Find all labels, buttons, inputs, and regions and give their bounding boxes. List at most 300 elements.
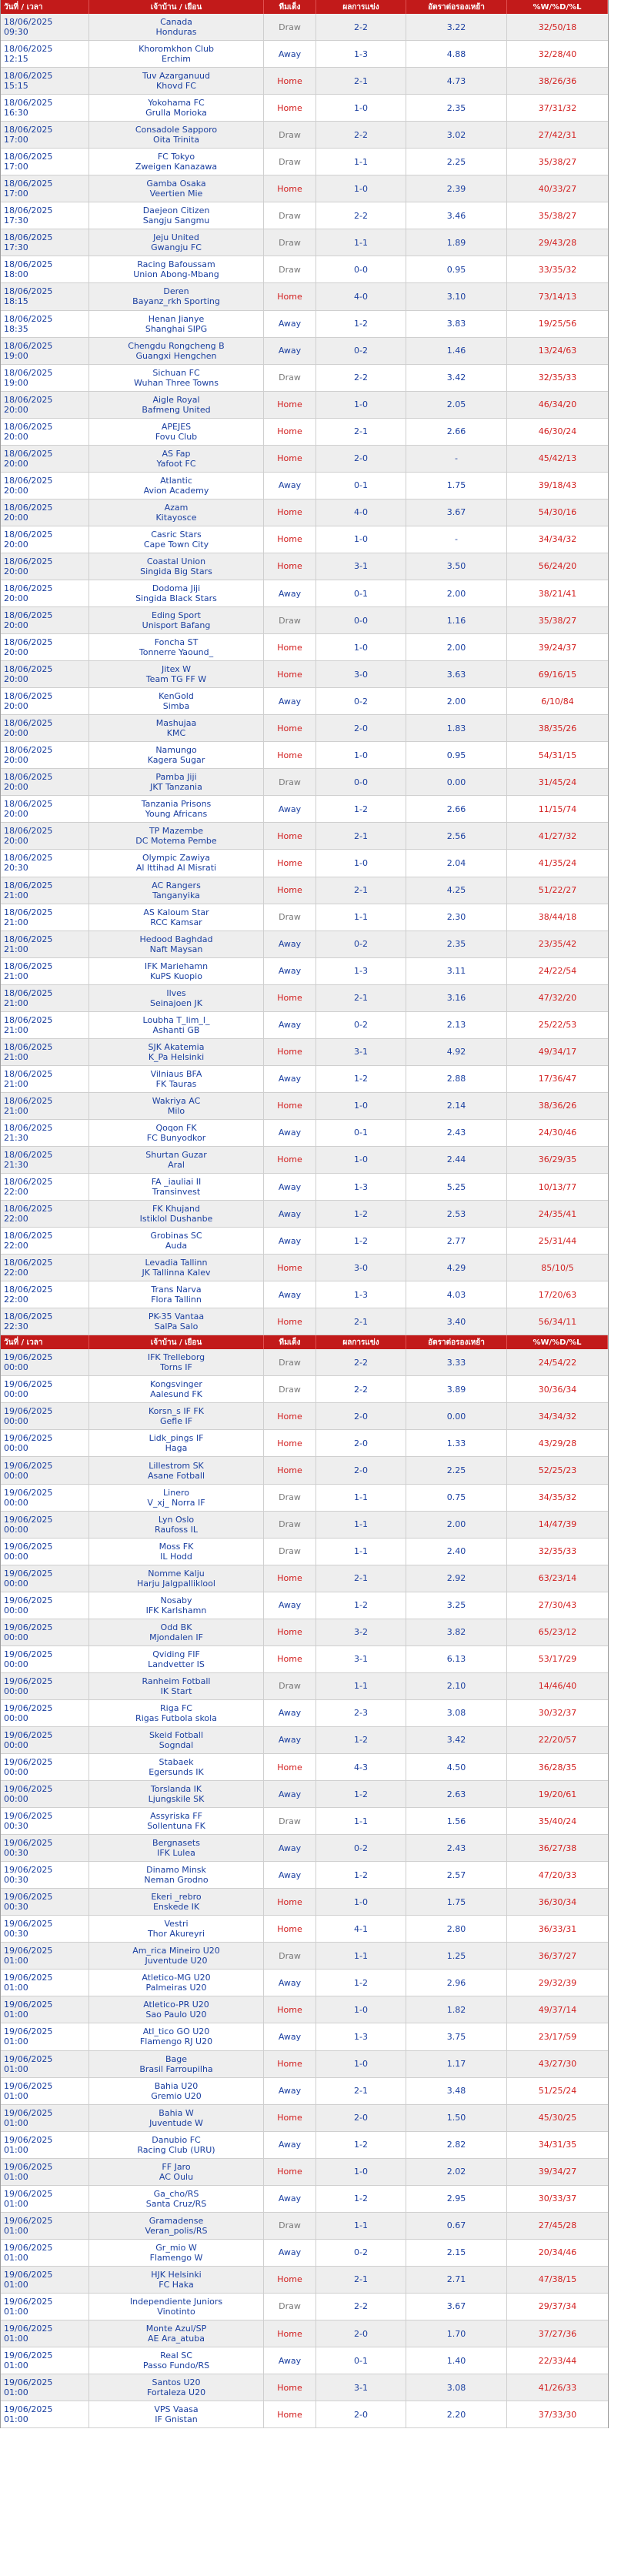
teams-cell[interactable]: [89, 1376, 264, 1402]
away-team[interactable]: Asane Fotball: [147, 1470, 205, 1481]
away-team[interactable]: Tonnerre Yaound_: [139, 647, 214, 658]
away-team[interactable]: FC Haka: [159, 2279, 194, 2290]
home-team[interactable]: Qviding FIF: [152, 1649, 200, 1659]
table-row[interactable]: [1, 1754, 608, 1781]
table-row[interactable]: [1, 1619, 608, 1646]
home-team[interactable]: Olympic Zawiya: [142, 853, 211, 864]
away-team[interactable]: Flora Tallinn: [151, 1295, 202, 1305]
table-row[interactable]: [1, 149, 608, 175]
teams-cell[interactable]: [89, 1781, 264, 1807]
away-team[interactable]: Raufoss IL: [154, 1524, 199, 1535]
teams-cell[interactable]: [89, 904, 264, 931]
teams-cell[interactable]: [89, 1700, 264, 1726]
table-row[interactable]: [1, 1781, 608, 1808]
table-row[interactable]: [1, 742, 608, 769]
home-team[interactable]: Santos U20: [152, 2377, 201, 2388]
away-team[interactable]: Rigas Futbola skola: [135, 1712, 217, 1723]
away-team[interactable]: Erchim: [161, 54, 192, 65]
away-team[interactable]: FK Tauras: [155, 1078, 197, 1089]
table-row[interactable]: [1, 1673, 608, 1700]
home-team[interactable]: Ekeri _rebro: [151, 1892, 202, 1903]
teams-cell[interactable]: [89, 1996, 264, 2023]
home-team[interactable]: Atl_tico GO U20: [142, 2026, 210, 2037]
home-team[interactable]: Bergnasets: [152, 1838, 200, 1849]
table-row[interactable]: [1, 1457, 608, 1484]
away-team[interactable]: Aral: [168, 1159, 185, 1170]
table-row[interactable]: [1, 1255, 608, 1281]
away-team[interactable]: Sangju Sangmu: [142, 216, 210, 226]
table-row[interactable]: [1, 823, 608, 850]
teams-cell[interactable]: [89, 2267, 264, 2293]
teams-cell[interactable]: [89, 796, 264, 822]
table-row[interactable]: [1, 2240, 608, 2267]
home-team[interactable]: Tuv Azarganuud: [142, 71, 211, 82]
table-row[interactable]: [1, 688, 608, 715]
home-team[interactable]: Mashujaa: [155, 718, 197, 729]
home-team[interactable]: IFK Mariehamn: [144, 961, 209, 971]
home-team[interactable]: Aigle Royal: [152, 394, 200, 405]
teams-cell[interactable]: [89, 661, 264, 687]
teams-cell[interactable]: [89, 2159, 264, 2185]
teams-cell[interactable]: [89, 1174, 264, 1200]
home-team[interactable]: HJK Helsinki: [151, 2269, 202, 2280]
table-row[interactable]: [1, 1376, 608, 1403]
table-row[interactable]: [1, 877, 608, 904]
teams-cell[interactable]: [89, 1754, 264, 1780]
away-team[interactable]: Sao Paulo U20: [145, 2010, 207, 2020]
teams-cell[interactable]: [89, 1916, 264, 1942]
teams-cell[interactable]: [89, 1349, 264, 1375]
teams-cell[interactable]: [89, 41, 264, 67]
home-team[interactable]: Jeju United: [153, 232, 199, 243]
home-team[interactable]: Henan Jianye: [148, 313, 205, 324]
table-row[interactable]: [1, 1430, 608, 1457]
home-team[interactable]: Chengdu Rongcheng B: [128, 340, 225, 351]
home-team[interactable]: Consadole Sapporo: [135, 125, 218, 135]
teams-cell[interactable]: [89, 2105, 264, 2131]
teams-cell[interactable]: [89, 742, 264, 768]
home-team[interactable]: Gramadense: [149, 2215, 204, 2226]
home-team[interactable]: Ga_cho/RS: [153, 2188, 199, 2199]
away-team[interactable]: Landvetter IS: [148, 1659, 205, 1669]
away-team[interactable]: Fortaleza U20: [146, 2387, 206, 2398]
away-team[interactable]: Haga: [165, 1443, 188, 1454]
away-team[interactable]: AC Oulu: [159, 2171, 194, 2182]
away-team[interactable]: IK Start: [160, 1686, 192, 1696]
teams-cell[interactable]: [89, 2374, 264, 2401]
table-row[interactable]: [1, 2078, 608, 2105]
away-team[interactable]: Enskede IK: [152, 1902, 200, 1913]
table-row[interactable]: [1, 2374, 608, 2401]
teams-cell[interactable]: [89, 1403, 264, 1429]
home-team[interactable]: Linero: [163, 1487, 189, 1498]
away-team[interactable]: Istiklol Dushanbe: [139, 1214, 213, 1225]
table-row[interactable]: [1, 256, 608, 283]
home-team[interactable]: Moss FK: [159, 1541, 194, 1552]
teams-cell[interactable]: [89, 202, 264, 229]
away-team[interactable]: KMC: [166, 728, 186, 739]
away-team[interactable]: Brasil Farroupilha: [139, 2063, 213, 2074]
table-row[interactable]: [1, 2347, 608, 2374]
teams-cell[interactable]: [89, 68, 264, 94]
table-row[interactable]: [1, 1308, 608, 1335]
home-team[interactable]: Eding Sport: [152, 610, 201, 621]
home-team[interactable]: FA _iauliai II: [151, 1177, 202, 1188]
away-team[interactable]: Ashanti GB: [152, 1024, 200, 1035]
away-team[interactable]: Neman Grodno: [144, 1875, 209, 1886]
table-row[interactable]: [1, 1349, 608, 1376]
away-team[interactable]: Veertien Mie: [149, 189, 203, 199]
table-row[interactable]: [1, 1700, 608, 1727]
home-team[interactable]: AS Fap: [162, 448, 191, 459]
home-team[interactable]: AC Rangers: [152, 880, 201, 890]
teams-cell[interactable]: [89, 419, 264, 445]
away-team[interactable]: Flamengo W: [149, 2252, 203, 2263]
table-row[interactable]: [1, 904, 608, 931]
table-row[interactable]: [1, 1539, 608, 1565]
home-team[interactable]: Daejeon Citizen: [142, 205, 210, 216]
away-team[interactable]: AE Ara_atuba: [147, 2334, 205, 2344]
table-row[interactable]: [1, 1916, 608, 1943]
home-team[interactable]: Grobinas SC: [150, 1231, 202, 1241]
table-row[interactable]: [1, 715, 608, 742]
home-team[interactable]: Yokohama FC: [148, 98, 205, 109]
table-row[interactable]: [1, 175, 608, 202]
teams-cell[interactable]: [89, 1889, 264, 1915]
away-team[interactable]: Ljungskile SK: [148, 1794, 205, 1805]
home-team[interactable]: SJK Akatemia: [148, 1041, 205, 1052]
home-team[interactable]: Trans Narva: [151, 1285, 202, 1295]
away-team[interactable]: Santa Cruz/RS: [145, 2198, 207, 2209]
teams-cell[interactable]: [89, 1066, 264, 1092]
teams-cell[interactable]: [89, 1012, 264, 1038]
home-team[interactable]: Dinamo Minsk: [146, 1865, 206, 1876]
away-team[interactable]: Auda: [165, 1241, 188, 1251]
table-row[interactable]: [1, 1512, 608, 1539]
teams-cell[interactable]: [89, 1308, 264, 1335]
home-team[interactable]: Casric Stars: [151, 529, 202, 540]
table-row[interactable]: [1, 1228, 608, 1255]
home-team[interactable]: AS Kaloum Star: [143, 907, 209, 917]
table-row[interactable]: [1, 392, 608, 419]
away-team[interactable]: Yafoot FC: [156, 458, 196, 469]
teams-cell[interactable]: [89, 2240, 264, 2266]
teams-cell[interactable]: [89, 877, 264, 904]
home-team[interactable]: Loubha T_lim_l_: [142, 1014, 210, 1025]
away-team[interactable]: Simba: [162, 701, 190, 712]
away-team[interactable]: IF Gnistan: [155, 2414, 198, 2425]
home-team[interactable]: PK-35 Vantaa: [148, 1311, 205, 1322]
teams-cell[interactable]: [89, 365, 264, 391]
home-team[interactable]: Bage: [165, 2053, 188, 2064]
away-team[interactable]: Khovd FC: [156, 81, 196, 92]
teams-cell[interactable]: [89, 149, 264, 175]
table-row[interactable]: [1, 1120, 608, 1147]
away-team[interactable]: Harju Jalgpalliklool: [137, 1578, 215, 1589]
away-team[interactable]: Union Abong-Mbang: [133, 269, 219, 280]
teams-cell[interactable]: [89, 1646, 264, 1672]
home-team[interactable]: Odd BK: [160, 1622, 192, 1632]
teams-cell[interactable]: [89, 122, 264, 148]
teams-cell[interactable]: [89, 1673, 264, 1699]
home-team[interactable]: Gamba Osaka: [146, 179, 206, 189]
home-team[interactable]: Khoromkhon Club: [139, 44, 214, 55]
away-team[interactable]: Torns IF: [160, 1362, 192, 1373]
home-team[interactable]: FK Khujand: [152, 1204, 200, 1214]
teams-cell[interactable]: [89, 2186, 264, 2212]
home-team[interactable]: Vestri: [164, 1919, 189, 1929]
teams-cell[interactable]: [89, 1093, 264, 1119]
home-team[interactable]: Korsn_s IF FK: [149, 1406, 204, 1417]
table-row[interactable]: [1, 95, 608, 122]
away-team[interactable]: Bafmeng United: [142, 404, 211, 415]
home-team[interactable]: Coastal Union: [146, 556, 206, 566]
table-row[interactable]: [1, 607, 608, 634]
away-team[interactable]: Seinajoen JK: [150, 997, 202, 1008]
table-row[interactable]: [1, 2267, 608, 2294]
home-team[interactable]: Skeid Fotball: [149, 1729, 204, 1740]
table-row[interactable]: [1, 1201, 608, 1228]
away-team[interactable]: Racing Club (URU): [137, 2144, 215, 2155]
table-row[interactable]: [1, 1970, 608, 1996]
teams-cell[interactable]: [89, 634, 264, 660]
teams-cell[interactable]: [89, 1970, 264, 1996]
teams-cell[interactable]: [89, 1228, 264, 1254]
table-row[interactable]: [1, 283, 608, 310]
table-row[interactable]: [1, 1565, 608, 1592]
table-row[interactable]: [1, 1403, 608, 1430]
away-team[interactable]: Mjondalen IF: [149, 1632, 203, 1642]
table-row[interactable]: [1, 14, 608, 41]
teams-cell[interactable]: [89, 1255, 264, 1281]
home-team[interactable]: Assyriska FF: [150, 1811, 202, 1822]
table-row[interactable]: [1, 2159, 608, 2186]
away-team[interactable]: Young Africans: [145, 809, 208, 820]
teams-cell[interactable]: [89, 2132, 264, 2158]
table-row[interactable]: [1, 931, 608, 958]
away-team[interactable]: Cape Town City: [143, 539, 209, 550]
table-row[interactable]: [1, 2051, 608, 2078]
away-team[interactable]: Honduras: [155, 27, 197, 38]
table-row[interactable]: [1, 41, 608, 68]
teams-cell[interactable]: [89, 1281, 264, 1308]
away-team[interactable]: Grulla Morioka: [145, 108, 207, 119]
teams-cell[interactable]: [89, 2294, 264, 2320]
home-team[interactable]: Azam: [164, 502, 189, 513]
teams-cell[interactable]: [89, 580, 264, 606]
table-row[interactable]: [1, 2105, 608, 2132]
table-row[interactable]: [1, 1727, 608, 1754]
teams-cell[interactable]: [89, 256, 264, 282]
away-team[interactable]: FC Bunyodkor: [146, 1132, 206, 1143]
table-row[interactable]: [1, 553, 608, 580]
home-team[interactable]: FF Jaro: [162, 2161, 191, 2172]
home-team[interactable]: Foncha ST: [154, 637, 199, 648]
table-row[interactable]: [1, 1012, 608, 1039]
home-team[interactable]: Bahia W: [159, 2107, 194, 2118]
table-row[interactable]: [1, 2320, 608, 2347]
away-team[interactable]: Thor Akureyri: [147, 1929, 205, 1940]
table-row[interactable]: [1, 1835, 608, 1862]
home-team[interactable]: Atlantic: [160, 475, 192, 486]
away-team[interactable]: Kitayosce: [155, 512, 197, 523]
away-team[interactable]: Palmeiras U20: [145, 1983, 207, 1993]
teams-cell[interactable]: [89, 95, 264, 121]
table-row[interactable]: [1, 796, 608, 823]
table-row[interactable]: [1, 850, 608, 877]
teams-cell[interactable]: [89, 2347, 264, 2374]
teams-cell[interactable]: [89, 931, 264, 957]
away-team[interactable]: Flamengo RJ U20: [139, 2036, 213, 2047]
table-row[interactable]: [1, 1093, 608, 1120]
table-row[interactable]: [1, 1485, 608, 1512]
away-team[interactable]: Singida Black Stars: [135, 593, 217, 603]
home-team[interactable]: Deren: [163, 286, 189, 297]
table-row[interactable]: [1, 446, 608, 473]
home-team[interactable]: Dodoma Jiji: [152, 583, 201, 593]
teams-cell[interactable]: [89, 1512, 264, 1538]
teams-cell[interactable]: [89, 392, 264, 418]
home-team[interactable]: Hedood Baghdad: [139, 934, 213, 944]
away-team[interactable]: Naft Maysan: [149, 944, 203, 954]
home-team[interactable]: TP Mazembe: [149, 826, 204, 837]
table-row[interactable]: [1, 499, 608, 526]
table-row[interactable]: [1, 634, 608, 661]
teams-cell[interactable]: [89, 769, 264, 795]
away-team[interactable]: RCC Kamsar: [150, 917, 202, 927]
table-row[interactable]: [1, 769, 608, 796]
table-row[interactable]: [1, 1066, 608, 1093]
home-team[interactable]: Nomme Kalju: [148, 1568, 205, 1579]
home-team[interactable]: Kongsvinger: [150, 1379, 202, 1390]
teams-cell[interactable]: [89, 2320, 264, 2347]
home-team[interactable]: Danubio FC: [152, 2134, 201, 2145]
teams-cell[interactable]: [89, 229, 264, 256]
home-team[interactable]: VPS Vaasa: [154, 2404, 199, 2415]
home-team[interactable]: Independiente Juniors: [129, 2296, 223, 2307]
table-row[interactable]: [1, 2132, 608, 2159]
teams-cell[interactable]: [89, 175, 264, 202]
away-team[interactable]: Gefle IF: [159, 1416, 193, 1427]
home-team[interactable]: Atletico-MG U20: [142, 1973, 211, 1983]
home-team[interactable]: Stabaek: [159, 1757, 194, 1768]
home-team[interactable]: KenGold: [159, 691, 194, 702]
away-team[interactable]: Unisport Bafang: [142, 620, 211, 631]
home-team[interactable]: IFK Trelleborg: [147, 1352, 205, 1363]
teams-cell[interactable]: [89, 1619, 264, 1645]
home-team[interactable]: Tanzania Prisons: [141, 799, 212, 810]
home-team[interactable]: Racing Bafoussam: [137, 259, 215, 270]
away-team[interactable]: Vinotinto: [157, 2306, 195, 2317]
away-team[interactable]: Zweigen Kanazawa: [135, 162, 218, 172]
table-row[interactable]: [1, 1862, 608, 1889]
away-team[interactable]: Veran_polis/RS: [145, 2225, 208, 2236]
teams-cell[interactable]: [89, 499, 264, 526]
home-team[interactable]: Lillestrom SK: [149, 1460, 204, 1471]
home-team[interactable]: Riga FC: [160, 1702, 192, 1713]
home-team[interactable]: Levadia Tallinn: [145, 1258, 208, 1268]
away-team[interactable]: Juventude U20: [145, 1956, 208, 1966]
home-team[interactable]: Shurtan Guzar: [145, 1149, 207, 1160]
away-team[interactable]: IFK Lulea: [157, 1848, 195, 1859]
home-team[interactable]: Vilniaus BFA: [150, 1068, 202, 1079]
table-row[interactable]: [1, 1039, 608, 1066]
table-row[interactable]: [1, 2023, 608, 2050]
away-team[interactable]: Fovu Club: [155, 431, 198, 442]
away-team[interactable]: V_xj_ Norra IF: [147, 1497, 205, 1508]
teams-cell[interactable]: [89, 1201, 264, 1227]
teams-cell[interactable]: [89, 1862, 264, 1888]
teams-cell[interactable]: [89, 1147, 264, 1173]
teams-cell[interactable]: [89, 1727, 264, 1753]
home-team[interactable]: Atletico-PR U20: [143, 2000, 209, 2010]
teams-cell[interactable]: [89, 338, 264, 364]
away-team[interactable]: IFK Karlshamn: [145, 1605, 207, 1615]
away-team[interactable]: Egersunds IK: [149, 1767, 204, 1778]
teams-cell[interactable]: [89, 1457, 264, 1483]
teams-cell[interactable]: [89, 1592, 264, 1619]
table-row[interactable]: [1, 1889, 608, 1916]
teams-cell[interactable]: [89, 715, 264, 741]
teams-cell[interactable]: [89, 850, 264, 876]
away-team[interactable]: JKT Tanzania: [150, 782, 202, 793]
table-row[interactable]: [1, 985, 608, 1012]
home-team[interactable]: Real SC: [160, 2350, 192, 2361]
table-row[interactable]: [1, 1592, 608, 1619]
teams-cell[interactable]: [89, 283, 264, 309]
teams-cell[interactable]: [89, 311, 264, 337]
teams-cell[interactable]: [89, 1943, 264, 1969]
away-team[interactable]: Singida Big Stars: [140, 566, 212, 576]
away-team[interactable]: Al Ittihad Al Misrati: [135, 863, 217, 874]
teams-cell[interactable]: [89, 823, 264, 849]
teams-cell[interactable]: [89, 446, 264, 472]
away-team[interactable]: Juventude W: [149, 2117, 203, 2128]
teams-cell[interactable]: [89, 1808, 264, 1834]
home-team[interactable]: Torslanda IK: [150, 1784, 202, 1795]
away-team[interactable]: DC Motema Pembe: [135, 836, 217, 847]
teams-cell[interactable]: [89, 985, 264, 1011]
away-team[interactable]: Sollentuna FK: [147, 1821, 205, 1832]
table-row[interactable]: [1, 2294, 608, 2320]
home-team[interactable]: Monte Azul/SP: [145, 2324, 207, 2334]
teams-cell[interactable]: [89, 1565, 264, 1592]
home-team[interactable]: Lidk_pings IF: [149, 1433, 204, 1444]
away-team[interactable]: Gremio U20: [151, 2090, 202, 2101]
table-row[interactable]: [1, 122, 608, 149]
table-row[interactable]: [1, 526, 608, 553]
away-team[interactable]: Guangxi Hengchen: [135, 350, 217, 361]
table-row[interactable]: [1, 958, 608, 985]
teams-cell[interactable]: [89, 2023, 264, 2050]
away-team[interactable]: KuPS Kuopio: [150, 971, 202, 981]
teams-cell[interactable]: [89, 2051, 264, 2077]
home-team[interactable]: FC Tokyo: [157, 152, 195, 162]
away-team[interactable]: Tanganyika: [152, 890, 200, 900]
teams-cell[interactable]: [89, 2401, 264, 2427]
home-team[interactable]: Wakriya AC: [152, 1095, 201, 1106]
home-team[interactable]: Sichuan FC: [152, 367, 200, 378]
away-team[interactable]: Transinvest: [152, 1187, 201, 1198]
table-row[interactable]: [1, 1174, 608, 1201]
table-row[interactable]: [1, 661, 608, 688]
teams-cell[interactable]: [89, 1485, 264, 1511]
table-row[interactable]: [1, 419, 608, 446]
home-team[interactable]: Lyn Oslo: [158, 1514, 195, 1525]
away-team[interactable]: Gwangju FC: [151, 242, 202, 253]
teams-cell[interactable]: [89, 473, 264, 499]
away-team[interactable]: Kagera Sugar: [147, 755, 205, 766]
